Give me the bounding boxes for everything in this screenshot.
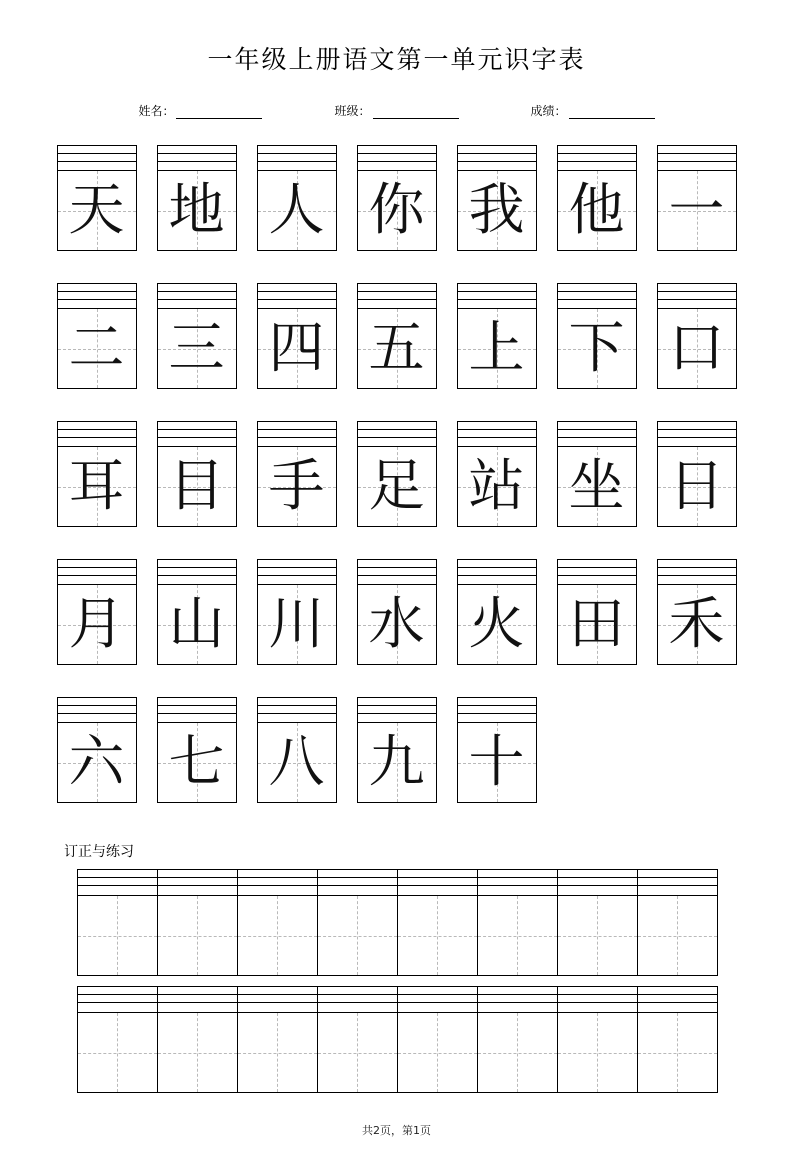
character-glyph: 十 [468,729,525,795]
guide-line-vertical [197,896,198,975]
ruled-lines [557,145,637,171]
guide-line-vertical [437,1013,438,1092]
practice-ruled-band [77,869,718,896]
character-glyph: 八 [268,729,325,795]
tian-zi-ge [557,309,637,389]
character-glyph: 五 [368,315,425,381]
ruled-lines [557,421,637,447]
character-cell [657,421,737,543]
character-glyph: 月 [68,591,125,657]
practice-square-cell[interactable] [478,896,558,976]
ruled-lines [57,283,137,309]
ruled-lines [257,145,337,171]
student-info-row [0,102,793,119]
info-field-name [138,102,262,119]
info-field-score [531,102,655,119]
ruled-lines [457,697,537,723]
ruled-lines [257,421,337,447]
character-cell [157,283,237,405]
practice-ruled-cell[interactable] [158,987,238,1013]
character-glyph: 地 [168,177,225,243]
character-glyph: 足 [368,453,425,519]
character-cell [357,283,437,405]
character-cell [157,559,237,681]
tian-zi-ge [257,447,337,527]
character-cell [257,697,337,819]
character-glyph: 站 [468,453,525,519]
character-glyph: 三 [168,315,225,381]
practice-ruled-cell[interactable] [558,870,638,896]
tian-zi-ge [557,171,637,251]
character-cell [557,145,637,267]
ruled-lines [157,283,237,309]
ruled-lines [557,559,637,585]
practice-ruled-cell[interactable] [398,987,478,1013]
practice-area [77,869,717,1093]
practice-square-cell[interactable] [558,896,638,976]
character-glyph: 下 [568,315,625,381]
character-cell [357,697,437,819]
character-cell [157,145,237,267]
practice-square-row [77,1013,718,1093]
character-cell [657,145,737,267]
practice-ruled-cell[interactable] [78,870,158,896]
practice-spacer [77,976,717,986]
practice-ruled-band [77,986,718,1013]
character-cell [457,421,537,543]
character-cell-empty [557,697,637,819]
practice-ruled-cell[interactable] [318,987,398,1013]
tian-zi-ge [657,171,737,251]
tian-zi-ge [157,171,237,251]
ruled-lines [257,697,337,723]
tian-zi-ge [457,447,537,527]
tian-zi-ge [457,171,537,251]
practice-square-cell[interactable] [158,896,238,976]
practice-square-cell[interactable] [78,1013,158,1093]
practice-square-cell[interactable] [398,896,478,976]
tian-zi-ge [157,723,237,803]
practice-square-cell[interactable] [638,896,718,976]
practice-square-row [77,896,718,976]
character-glyph: 天 [68,177,125,243]
character-glyph: 六 [68,729,125,795]
character-cell [557,421,637,543]
character-glyph: 水 [368,591,425,657]
character-glyph: 二 [68,315,125,381]
ruled-lines [657,421,737,447]
character-cell [357,421,437,543]
character-cell-empty [657,697,737,819]
tian-zi-ge [357,585,437,665]
tian-zi-ge [57,447,137,527]
character-cell [57,559,137,681]
guide-line-vertical [277,896,278,975]
practice-square-cell[interactable] [238,896,318,976]
tian-zi-ge [557,585,637,665]
guide-line-vertical [677,896,678,975]
character-glyph: 你 [368,177,425,243]
practice-ruled-cell[interactable] [238,870,318,896]
ruled-lines [557,283,637,309]
ruled-lines [657,145,737,171]
tian-zi-ge [57,309,137,389]
ruled-lines [157,421,237,447]
character-glyph: 坐 [568,453,625,519]
tian-zi-ge [157,585,237,665]
character-cell [457,283,537,405]
info-blank-class[interactable] [373,105,459,119]
practice-ruled-cell[interactable] [558,987,638,1013]
ruled-lines [357,145,437,171]
character-cell [557,559,637,681]
character-glyph: 九 [368,729,425,795]
ruled-lines [57,559,137,585]
ruled-lines [157,697,237,723]
ruled-lines [357,697,437,723]
tian-zi-ge [57,171,137,251]
character-glyph: 目 [168,453,225,519]
character-cell [357,559,437,681]
character-cell [457,559,537,681]
guide-line-vertical [517,896,518,975]
ruled-lines [457,421,537,447]
ruled-lines [457,145,537,171]
info-label-score: 成绩： [530,104,567,118]
page-title: 一年级上册语文第一单元识字表 [207,45,586,74]
tian-zi-ge [657,447,737,527]
tian-zi-ge [257,309,337,389]
practice-ruled-cell[interactable] [638,987,718,1013]
character-glyph: 手 [268,453,325,519]
character-cell [557,283,637,405]
character-cell [57,283,137,405]
practice-square-cell[interactable] [318,896,398,976]
tian-zi-ge [457,585,537,665]
info-label-class: 班级： [334,104,371,118]
tian-zi-ge [57,585,137,665]
tian-zi-ge [257,585,337,665]
character-glyph: 耳 [68,453,125,519]
character-cell [257,283,337,405]
character-cell [257,145,337,267]
info-label-name: 姓名： [138,104,175,118]
ruled-lines [257,559,337,585]
guide-line-vertical [677,1013,678,1092]
ruled-lines [157,559,237,585]
practice-ruled-cell[interactable] [78,987,158,1013]
character-glyph: 禾 [668,591,725,657]
character-cell [57,145,137,267]
guide-line-vertical [517,1013,518,1092]
tian-zi-ge [257,171,337,251]
character-glyph: 山 [168,591,225,657]
ruled-lines [157,145,237,171]
character-glyph: 火 [468,591,525,657]
character-glyph: 一 [668,177,725,243]
tian-zi-ge [457,723,537,803]
tian-zi-ge [457,309,537,389]
practice-ruled-cell[interactable] [158,870,238,896]
worksheet-page [0,40,793,1162]
ruled-lines [357,421,437,447]
character-glyph: 日 [668,453,725,519]
guide-line-vertical [597,896,598,975]
practice-ruled-cell[interactable] [478,870,558,896]
character-glyph: 他 [568,177,625,243]
info-field-class [334,102,458,119]
tian-zi-ge [557,447,637,527]
tian-zi-ge [57,723,137,803]
tian-zi-ge [157,309,237,389]
practice-square-cell[interactable] [158,1013,238,1093]
guide-line-vertical [277,1013,278,1092]
guide-line-vertical [117,896,118,975]
character-cell [457,697,537,819]
character-glyph: 川 [268,591,325,657]
ruled-lines [657,283,737,309]
character-cell [257,421,337,543]
tian-zi-ge [357,309,437,389]
ruled-lines [57,145,137,171]
page-footer: 共2页，第1页 [362,1124,431,1137]
character-cell [357,145,437,267]
character-glyph: 田 [568,591,625,657]
practice-ruled-cell[interactable] [478,987,558,1013]
ruled-lines [357,559,437,585]
ruled-lines [457,559,537,585]
practice-ruled-cell[interactable] [398,870,478,896]
info-blank-score[interactable] [569,105,655,119]
character-glyph: 四 [268,315,325,381]
ruled-lines [57,697,137,723]
tian-zi-ge [657,585,737,665]
practice-heading: 订正与练习 [64,844,134,860]
guide-line-vertical [357,1013,358,1092]
character-cell [657,283,737,405]
character-glyph: 口 [668,315,725,381]
practice-square-cell[interactable] [318,1013,398,1093]
tian-zi-ge [357,723,437,803]
practice-square-cell[interactable] [398,1013,478,1093]
tian-zi-ge [257,723,337,803]
guide-line-vertical [597,1013,598,1092]
character-glyph: 七 [168,729,225,795]
practice-square-cell[interactable] [638,1013,718,1093]
ruled-lines [457,283,537,309]
character-glyph: 上 [468,315,525,381]
practice-ruled-cell[interactable] [318,870,398,896]
character-glyph: 我 [468,177,525,243]
tian-zi-ge [657,309,737,389]
character-cell [57,421,137,543]
ruled-lines [657,559,737,585]
character-cell [57,697,137,819]
guide-line-vertical [357,896,358,975]
character-cell [157,421,237,543]
guide-line-vertical [117,1013,118,1092]
practice-ruled-cell[interactable] [238,987,318,1013]
character-cell [457,145,537,267]
practice-square-cell[interactable] [78,896,158,976]
guide-line-vertical [437,896,438,975]
character-grid [57,145,737,819]
character-cell [257,559,337,681]
practice-ruled-cell[interactable] [638,870,718,896]
character-cell [657,559,737,681]
practice-square-cell[interactable] [558,1013,638,1093]
tian-zi-ge [157,447,237,527]
practice-square-cell[interactable] [238,1013,318,1093]
tian-zi-ge [357,171,437,251]
info-blank-name[interactable] [176,105,262,119]
character-cell [157,697,237,819]
ruled-lines [357,283,437,309]
tian-zi-ge [357,447,437,527]
guide-line-vertical [197,1013,198,1092]
ruled-lines [257,283,337,309]
practice-square-cell[interactable] [478,1013,558,1093]
character-glyph: 人 [268,177,325,243]
ruled-lines [57,421,137,447]
